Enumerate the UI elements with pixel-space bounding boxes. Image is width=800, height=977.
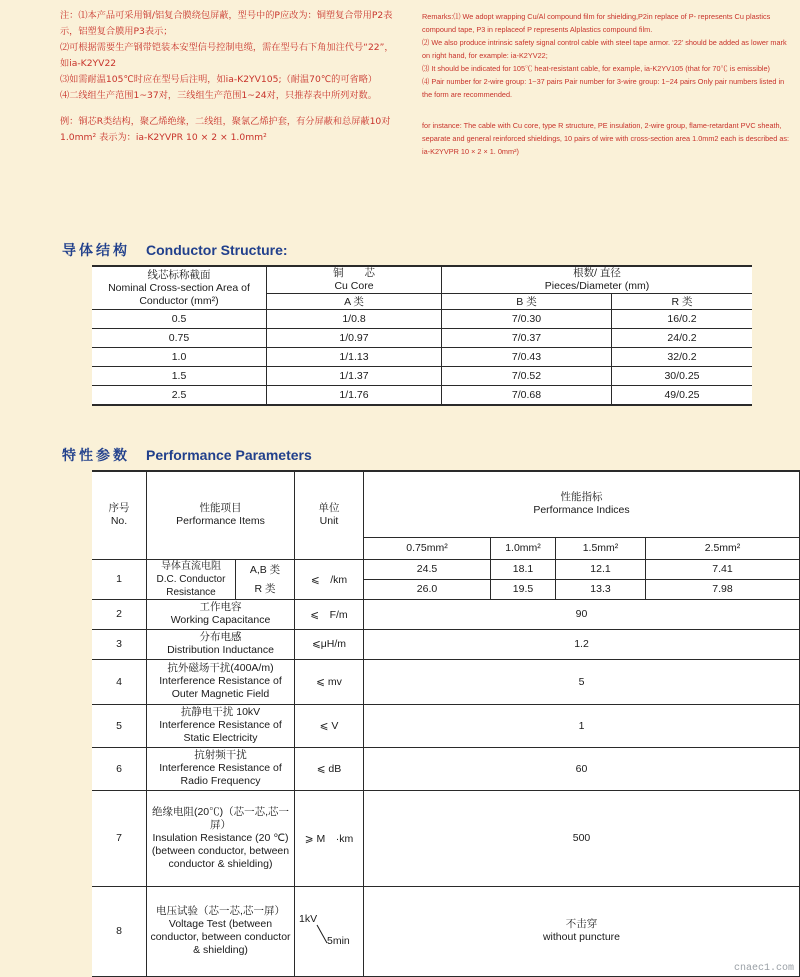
header-items: 性能项目 Performance Items xyxy=(147,471,295,559)
note-cn-3: ⑶如需耐温105℃时应在型号后注明，如ia-K2YV105;（耐温70℃的可省略） xyxy=(60,74,378,85)
table-row: 7 绝缘电阻(20℃)（芯一芯,芯一屏） Insulation Resistance (20 ℃) (between conductor, between conductor & shielding) ⩾ M ·km 500 xyxy=(92,790,800,886)
table-row: 5 抗静电干扰 10kV Interference Resistance of Static Electricity ⩽ V 1 xyxy=(92,704,800,747)
note-cn-example: 例：铜芯R类结构，聚乙烯绝缘，二线组，聚氯乙烯护套，有分屏蔽和总屏蔽10对1.0mm² 表示为：ia-K2YVPR 10 × 2 × 1.0mm² xyxy=(60,116,391,143)
size-10: 1.0mm² xyxy=(491,537,556,559)
header-indices: 性能指标 Performance Indices xyxy=(364,471,800,537)
note-en-2: ⑵ We also produce intrinsic safety signal control cable with steel tape armor. ‘22’ should be added as lower mark on right hand, for example: ia-K2YV22; xyxy=(422,38,787,60)
table-row: R 类 26.0 19.5 13.3 7.98 xyxy=(92,579,800,599)
header-unit: 单位 Unit xyxy=(295,471,364,559)
notes-chinese xyxy=(60,8,395,146)
header-r-class: R 类 xyxy=(612,294,753,310)
note-cn-2: ⑵可根据需要生产钢带铠装本安型信号控制电缆，需在型号右下角加注代号“22”，如ia-K2YV22 xyxy=(60,42,394,69)
table-row: 1 导体直流电阻 D.C. Conductor Resistance A,B 类 ⩽ /km 24.5 18.1 12.1 7.41 xyxy=(92,559,800,579)
conductor-section-title: 导体结构 Conductor Structure: xyxy=(62,242,288,259)
size-15: 1.5mm² xyxy=(556,537,646,559)
table-row: 2 工作电容 Working Capacitance ⩽ F/m 90 xyxy=(92,599,800,629)
voltage-test-unit: 1kV 5min xyxy=(295,909,359,953)
notes-english xyxy=(422,10,792,158)
header-area: 线芯标称截面 Nominal Cross-section Area of Conductor (mm²) xyxy=(92,266,267,310)
header-core: 铜 芯 Cu Core xyxy=(267,266,442,294)
header-pieces: 根数/ 直径 Pieces/Diameter (mm) xyxy=(442,266,753,294)
table-row: 0.75 1/0.97 7/0.37 24/0.2 xyxy=(92,329,752,348)
conductor-structure-table xyxy=(92,265,752,406)
performance-parameters-table xyxy=(92,470,800,977)
header-b-class: B 类 xyxy=(442,294,612,310)
table-row: 8 电压试验（芯一芯,芯一屏） Voltage Test (between conductor, between conductor & shielding) 1kV 5min 不击穿 without puncture xyxy=(92,886,800,976)
watermark: cnaec1.com xyxy=(733,963,794,974)
table-row: 6 抗射频干扰 Interference Resistance of Radio Frequency ⩽ dB 60 xyxy=(92,747,800,790)
table-row: 3 分布电感 Distribution Inductance ⩽μH/m 1.2 xyxy=(92,629,800,659)
note-en-4: ⑷ Pair number for 2-wire group: 1~37 pairs Pair number for 3-wire group: 1~24 pairs Only pair numbers listed in the form are recommended. xyxy=(422,77,785,99)
note-en-3: ⑶ It should be indicated for 105℃ heat-resistant cable, for example, ia-K2YV105 (that for 70℃ is emissible) xyxy=(422,64,770,73)
size-075: 0.75mm² xyxy=(364,537,491,559)
note-cn-1: 注：⑴本产品可采用铜/铝复合膜绕包屏蔽，型号中的P应改为：铜塑复合带用P2表示，铝塑复合膜用P3表示； xyxy=(60,10,393,37)
performance-section-title: 特性参数 Performance Parameters xyxy=(62,447,312,464)
table-row: 2.5 1/1.76 7/0.68 49/0.25 xyxy=(92,386,752,405)
note-cn-4: ⑷二线组生产范围1~37对，三线组生产范围1~24对，只推荐表中所列对数。 xyxy=(60,90,377,101)
size-25: 2.5mm² xyxy=(646,537,800,559)
note-en-example: for instance: The cable with Cu core, type R structure, PE insulation, 2-wire group, flame-retardant PVC sheath, separate and general reinforced shieldings, 10 pairs of wire with cross-section area 1.0mm2 each is described as: ia-K2YVPR 10 × 2 × 1. 0mm²) xyxy=(422,121,790,156)
header-a-class: A 类 xyxy=(267,294,442,310)
header-no: 序号 No. xyxy=(92,471,147,559)
note-en-1: Remarks:⑴ We adopt wrapping Cu/Al compound film for shielding,P2in replace of P- represents Cu plastics compound tape, P3 in replaceof P represents Alplastics compound film. xyxy=(422,12,771,34)
table-row: 0.5 1/0.8 7/0.30 16/0.2 xyxy=(92,310,752,329)
table-row: 1.0 1/1.13 7/0.43 32/0.2 xyxy=(92,348,752,367)
table-row: 1.5 1/1.37 7/0.52 30/0.25 xyxy=(92,367,752,386)
table-row: 4 抗外磁场干扰(400A/m) Interference Resistance of Outer Magnetic Field ⩽ mv 5 xyxy=(92,659,800,704)
